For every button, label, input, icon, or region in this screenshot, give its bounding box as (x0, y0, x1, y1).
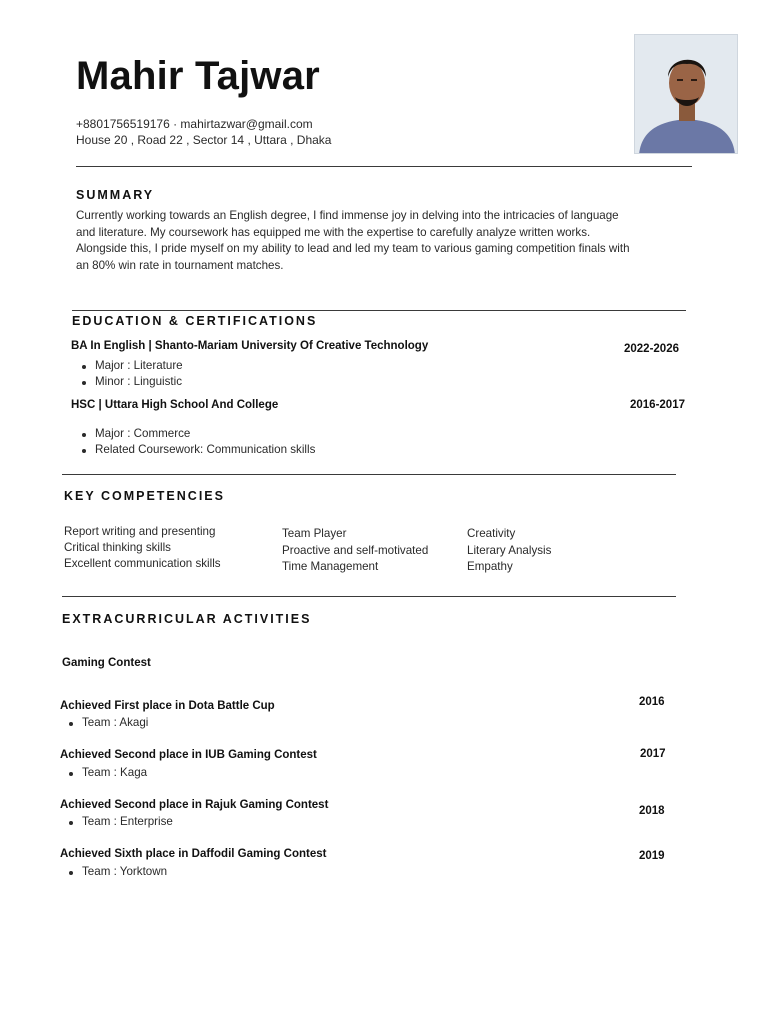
competency-item: Proactive and self-motivated (282, 544, 429, 557)
list-item: Related Coursework: Communication skills (78, 443, 315, 456)
divider (62, 474, 676, 475)
list-item: Team : Kaga (65, 766, 147, 779)
activity-title: Achieved First place in Dota Battle Cup (60, 700, 275, 712)
education-years: 2022-2026 (624, 343, 679, 355)
address-line: House 20 , Road 22 , Sector 14 , Uttara , Dhaka (76, 133, 332, 147)
extracurricular-heading: EXTRACURRICULAR ACTIVITIES (62, 612, 312, 626)
person-portrait-image (635, 35, 738, 154)
divider (72, 310, 686, 311)
education-title: HSC | Uttara High School And College (71, 399, 279, 411)
education-title: BA In English | Shanto-Mariam University Of Creative Technology (71, 340, 429, 352)
summary-text (76, 208, 692, 274)
competency-item: Critical thinking skills (64, 541, 171, 554)
list-item: Team : Akagi (65, 716, 148, 729)
list-item: Team : Enterprise (65, 815, 173, 828)
contact-line: +8801756519176 · mahirtazwar@gmail.com (76, 117, 313, 131)
activity-year: 2019 (639, 850, 665, 862)
list-item: Major : Commerce (78, 427, 190, 440)
competency-item: Literary Analysis (467, 544, 552, 557)
divider (76, 166, 692, 167)
resume-name: Mahir Tajwar (76, 54, 320, 98)
summary-heading: SUMMARY (76, 188, 155, 202)
summary-line: Alongside this, I pride myself on my ability to lead and led my team to various gaming competition finals with (76, 242, 630, 255)
activity-title: Achieved Second place in Rajuk Gaming Contest (60, 799, 329, 811)
summary-line: Currently working towards an English degree, I find immense joy in delving into the intricacies of language (76, 209, 619, 222)
list-item: Minor : Linguistic (78, 375, 182, 388)
activity-title: Achieved Sixth place in Daffodil Gaming Contest (60, 848, 327, 860)
competency-item: Report writing and presenting (64, 525, 216, 538)
summary-line: and literature. My coursework has equipped me with the expertise to carefully analyze written works. (76, 225, 591, 239)
competency-item: Empathy (467, 560, 513, 573)
education-years: 2016-2017 (630, 399, 685, 411)
extracurricular-subheading: Gaming Contest (62, 657, 151, 669)
activity-year: 2016 (639, 696, 665, 708)
competency-item: Creativity (467, 527, 516, 540)
activity-year: 2017 (640, 748, 666, 760)
activity-title: Achieved Second place in IUB Gaming Contest (60, 749, 317, 761)
education-heading: EDUCATION & CERTIFICATIONS (72, 314, 318, 328)
activity-year: 2018 (639, 805, 665, 817)
list-item: Team : Yorktown (65, 865, 167, 878)
summary-line: an 80% win rate in tournament matches. (76, 258, 284, 272)
list-item: Major : Literature (78, 359, 183, 372)
competency-item: Excellent communication skills (64, 557, 221, 570)
competency-item: Time Management (282, 560, 379, 573)
profile-photo (634, 34, 738, 154)
competencies-heading: KEY COMPETENCIES (64, 489, 225, 503)
divider (62, 596, 676, 597)
competency-item: Team Player (282, 527, 347, 540)
